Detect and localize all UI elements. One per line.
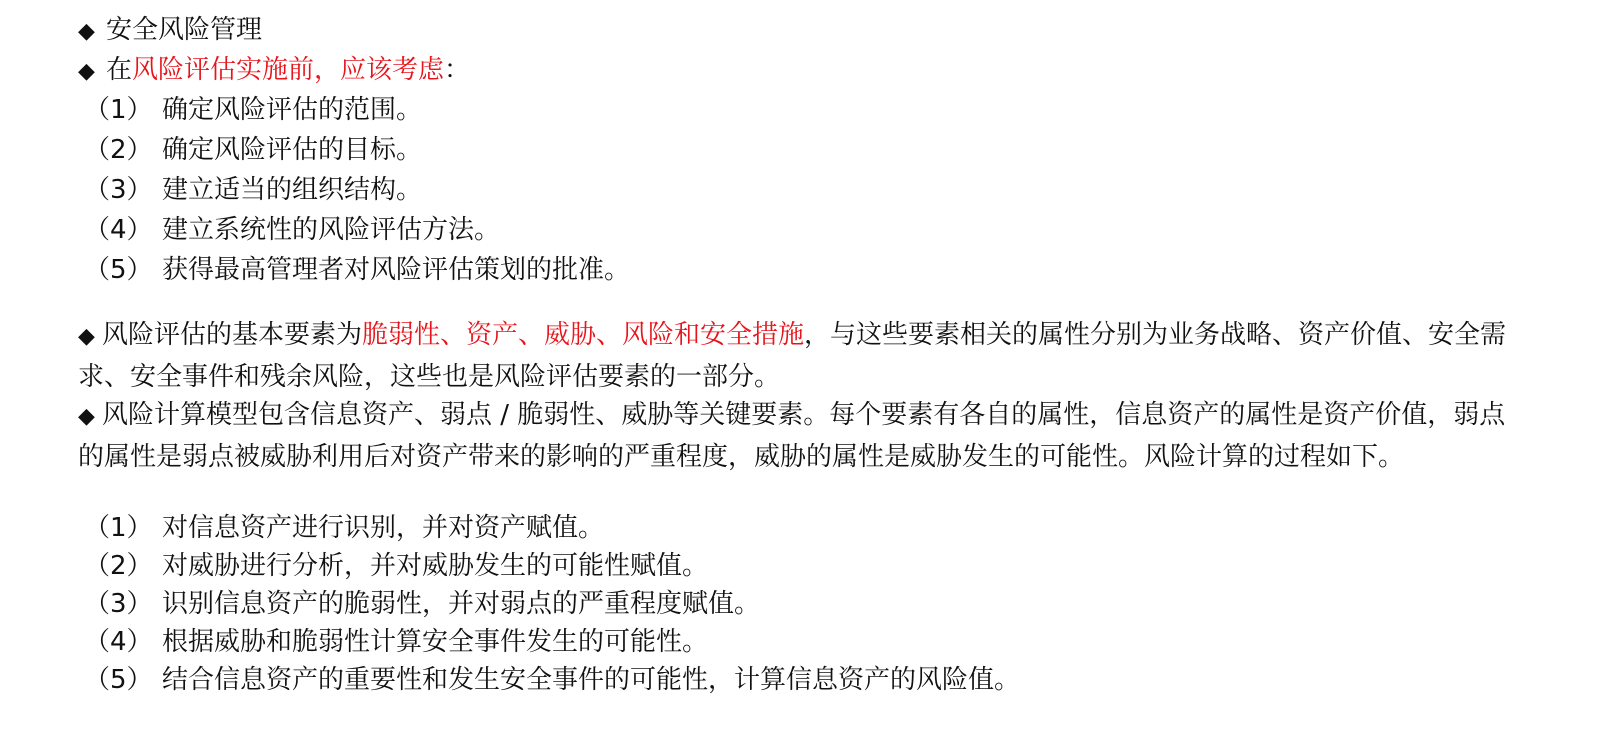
paragraph-text: 风险计算模型包含信息资产、弱点 / 脆弱性、威胁等关键要素。每个要素有各自的属性，信息资产的属性是资产价值，弱点的属性是弱点被威胁利用后对资产带来的影响的严重程度，威胁的属性是威胁发生的可能性。风险计算的过程如下。 — [78, 400, 1506, 472]
list-item — [78, 250, 630, 290]
list-item-text: 根据威胁和脆弱性计算安全事件发生的可能性。 — [162, 627, 709, 657]
diamond-bullet-icon: ◆ — [78, 19, 95, 44]
list-item-number: （2） — [84, 135, 153, 165]
list-item — [78, 622, 708, 662]
list-item-text: 确定风险评估的目标。 — [162, 135, 423, 165]
paragraph-basic-elements — [78, 315, 1528, 397]
list-item-number: （4） — [84, 627, 153, 657]
paragraph-risk-model — [78, 395, 1528, 477]
list-item-text: 对威胁进行分析，并对威胁发生的可能性赋值。 — [162, 551, 709, 581]
paragraph-prefix: 风险评估的基本要素为 — [102, 320, 363, 350]
list-item-number: （3） — [84, 175, 153, 205]
list-item — [78, 584, 760, 624]
list-item-text: 确定风险评估的范围。 — [162, 95, 423, 125]
heading-before-assessment — [78, 50, 470, 92]
list-item-number: （4） — [84, 215, 153, 245]
heading-suffix: ： — [444, 55, 471, 85]
list-item — [78, 90, 422, 130]
list-item — [78, 170, 422, 210]
list-item-number: （1） — [84, 513, 153, 543]
list-item — [78, 130, 422, 170]
list-item-text: 建立适当的组织结构。 — [162, 175, 423, 205]
list-item — [78, 660, 1020, 700]
list-item-text: 结合信息资产的重要性和发生安全事件的可能性，计算信息资产的风险值。 — [162, 665, 1021, 695]
list-item — [78, 546, 708, 586]
list-item-text: 对信息资产进行识别，并对资产赋值。 — [162, 513, 605, 543]
paragraph-suffix: ，与这些要素相关的属性分别为业务战略、资产价值、安全需求、安全事件和残余风险，这些也是风险评估要素的一部分。 — [78, 320, 1507, 392]
heading-security-risk-management — [78, 10, 262, 52]
list-item-number: （3） — [84, 589, 153, 619]
list-item-number: （2） — [84, 551, 153, 581]
list-item-number: （5） — [84, 255, 153, 285]
heading-prefix: 在 — [106, 55, 133, 85]
list-item-text: 获得最高管理者对风险评估策划的批准。 — [162, 255, 631, 285]
list-item-number: （1） — [84, 95, 153, 125]
paragraph-highlight: 脆弱性、资产、威胁、风险和安全措施 — [362, 320, 805, 350]
diamond-bullet-icon: ◆ — [78, 324, 95, 349]
diamond-bullet-icon: ◆ — [78, 59, 95, 84]
list-item — [78, 508, 604, 548]
heading-text: 安全风险管理 — [106, 15, 263, 45]
diamond-bullet-icon: ◆ — [78, 404, 95, 429]
heading-highlight: 风险评估实施前，应该考虑 — [132, 55, 445, 85]
list-item-text: 识别信息资产的脆弱性，并对弱点的严重程度赋值。 — [162, 589, 761, 619]
list-item — [78, 210, 500, 250]
list-item-number: （5） — [84, 665, 153, 695]
list-item-text: 建立系统性的风险评估方法。 — [162, 215, 501, 245]
